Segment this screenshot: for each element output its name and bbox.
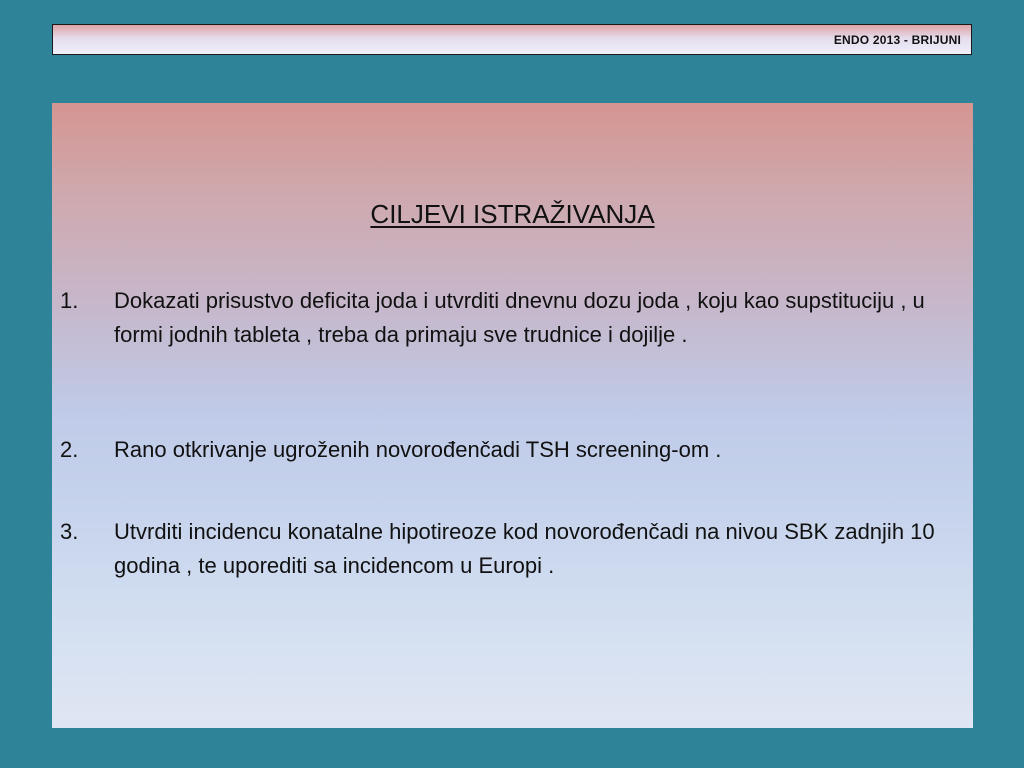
objective-text: Dokazati prisustvo deficita joda i utvrditi dnevnu dozu joda , koju kao supstituciju , u formi jodnih tableta , treba da primaju sve trudnice i dojilje .: [114, 288, 925, 347]
objective-text: Utvrditi incidencu konatalne hipotireoze kod novorođenčadi na nivou SBK zadnjih 10 godina , te uporediti sa incidencom u Europi .: [114, 519, 935, 578]
header-label: ENDO 2013 - BRIJUNI: [833, 33, 961, 47]
objective-item-2: [60, 433, 960, 467]
objective-number: 2.: [60, 437, 79, 462]
slide-title: CILJEVI ISTRAŽIVANJA: [370, 199, 655, 229]
objective-number: 3.: [60, 519, 79, 544]
objective-item-1: [60, 284, 960, 351]
objective-text: Rano otkrivanje ugroženih novorođenčadi TSH screening-om .: [114, 437, 722, 462]
objective-number: 1.: [60, 288, 79, 313]
content-panel: [52, 103, 973, 728]
header-bar: [52, 24, 972, 55]
objective-item-3: [60, 515, 960, 582]
